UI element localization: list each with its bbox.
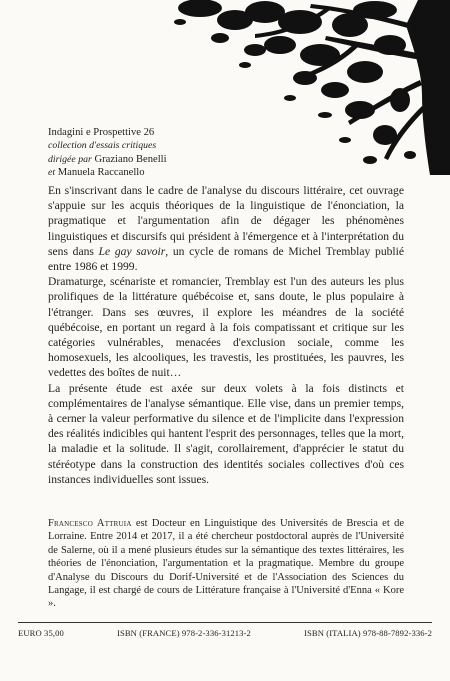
summary-p1-text-b: , un cycle de romans de Michel Tremblay publié entre 1986 et 1999. (48, 244, 405, 274)
summary-p1-text-a: En s'inscrivant dans le cadre de l'analyse du discours littéraire, cet ouvrage s'appuie sur les acquis théoriques de la linguistique de l'énonciation, la pragmatique et l'argumentation afin de dégager les phénomènes linguistiques et discursifs qui président à l'émergence et à l'interprétation du sens dans (48, 184, 404, 258)
author-bio (48, 517, 404, 611)
author-paragraph (48, 517, 404, 611)
series-director-prefix: dirigée par (48, 153, 92, 165)
summary-paragraph-1 (48, 183, 404, 274)
summary-paragraph-2: Dramaturge, scénariste et romancier, Tremblay est l'un des auteurs les plus prolifiques de la littérature québécoise et, sans doute, le plus populaire à l'étranger. Dans ses œuvres, il explore les méandres de la société québécoise, en portant un regard à la fois compatissant et critique sur les catégories vulnérables, menacées d'exclusion sociale, comme les homosexuels, les alcooliques, les travestis, les prostituées, les pauvres, les vedettes des boîtes de nuit… (48, 275, 404, 380)
footer-row (18, 628, 432, 638)
isbn-france-label: ISBN (FRANCE) (117, 628, 180, 638)
author-name: Francesco Attruia (48, 518, 132, 529)
series-codirector-name: Manuela Raccanello (57, 167, 145, 179)
series-codirector-prefix: et (48, 167, 56, 179)
series-director-2 (48, 166, 288, 179)
isbn-italia (304, 628, 432, 638)
series-director-1 (48, 153, 288, 166)
series-subtitle: collection d'essais critiques (48, 140, 157, 152)
isbn-france (117, 628, 251, 638)
summary-book-title: Le gay savoir (98, 244, 166, 258)
series-info (48, 126, 288, 180)
footer-bar (18, 622, 432, 638)
author-bio-text: est Docteur en Linguistique des Universités de Brescia et de Lorraine. Entre 2014 et 2017, il a été chercheur postdoctoral auprès de l'Université de Salerne, où il a mené plusieurs études sur la sémantique des textes littéraires, les théories de l'énonciation, l'argumentation et la pragmatique. Membre du groupe d'Analyse du Discours du Dorif-Université et de l'Association des Sciences du Langage, il est chargé de cours de Littérature française à l'Université d'Enna « Kore ». (48, 518, 404, 610)
isbn-italia-label: ISBN (ITALIA) (304, 628, 361, 638)
summary-paragraph-3: La présente étude est axée sur deux volets à la fois distincts et complémentaires de l'analyse sémantique. Elle vise, dans un premier temps, à cerner la valeur performative du silence et de l'implicite dans l'expression des réalités indicibles qui hantent l'esprit des personnages, telles que la mort, la maladie et la solitude. Il s'agit, corollairement, d'apprécier le statut du stéréotype dans la construction des identités sociales collectives d'où ces instances individuelles sont issues. (48, 381, 404, 486)
isbn-italia-number: 978-88-7892-336-2 (362, 628, 432, 638)
book-summary (48, 183, 404, 487)
price: EURO 35,00 (18, 628, 64, 638)
series-name: Indagini e Prospettive 26 (48, 127, 155, 138)
isbn-france-number: 978-2-336-31213-2 (181, 628, 251, 638)
series-director-name: Graziano Benelli (94, 153, 167, 165)
